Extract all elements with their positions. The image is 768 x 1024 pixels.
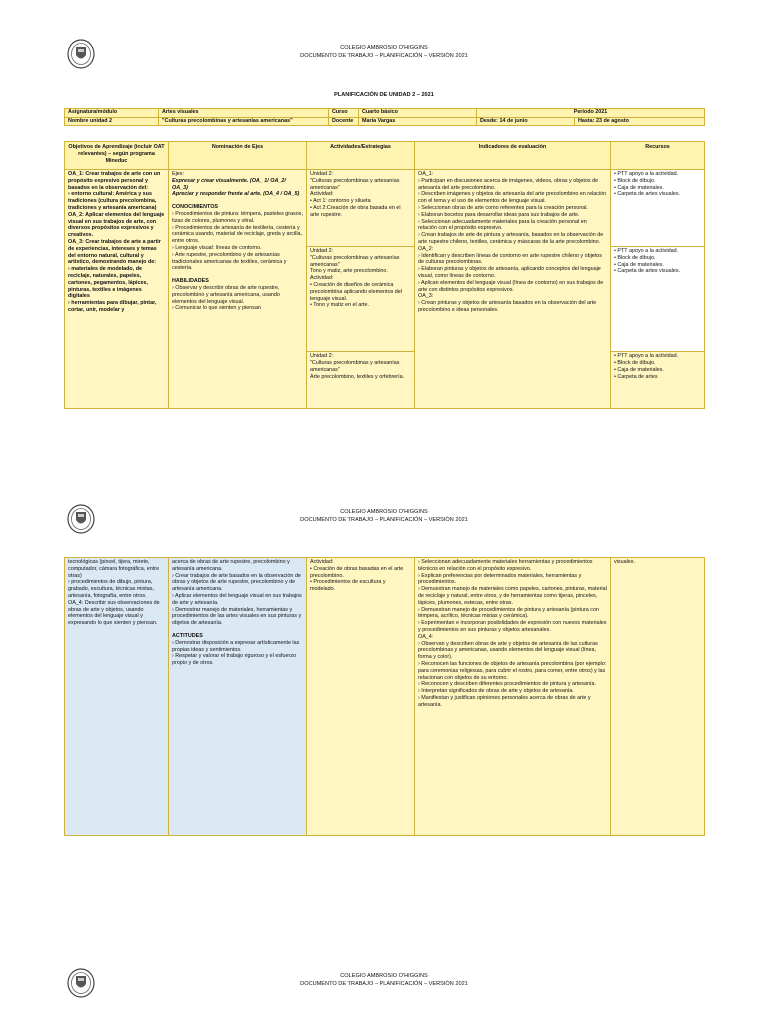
school-name: COLEGIO AMBROSIO O'HIGGINS [340,973,428,979]
nombre-label: Nombre unidad 2 [65,117,159,126]
actividades-cell-3: Unidad 2: "Culturas precolombinas y artesanías americanas" Arte precolombino, textiles y orfebrería. [307,352,415,409]
indicadores-cell-p2: › Seleccionan adecuadamente materiales herramientas y procedimientos técnicos en relación con el propósito expresivo. › Explican preferencias por determinados materiales, herramientas y procedimientos. › Demuestran manejo de materiales como papeles, cartones, pinturas, material de reciclaje y natural, entre otros, y de herramientas como tijeras, pinceles, lápices, plumones, estecas, entre otras. › Demuestran manejo de procedimientos de pintura y artesanía (pintura con témpera, acrílico, técnicas mixtas y cerámica). › Experimentan e incorporan posibilidades de expresión con nuevos materiales y procedimientos en sus pinturas y objetos artesanales. OA_4: › Observan y describen obras de arte y objetos de artesanía de las culturas precolombinas y americanas, usando elementos del lenguaje visual (línea, forma y color). › Reconocen las funciones de objetos de artesanía precolombina (por ejemplo: para ceremonias religiosas, para cubrir el rostro, para comer, entre otros) y las relacionan con objetos de su entorno. › Reconocen y describen diferentes procedimientos de pintura y artesanía. › Interpretan significados de obras de arte y objetos de artesanía. › Manifiestan y justifican opiniones personales acerca de obras de arte y artesanía. [415,558,611,836]
page-header [150,44,618,60]
desde: Desde: 14 de junio [477,117,575,126]
info-table [64,108,705,126]
ejes-title: Ejes: [172,171,184,177]
col-recursos: Recursos [611,142,705,170]
col-ejes: Nominación de Ejes [169,142,307,170]
recursos-cell-2: • PTT apoyo a la actividad. • Block de dibujo. • Caja de materiales. • Carpeta de artes visuales. [611,246,705,351]
actividades-cell-1: Unidad 2: "Culturas precolombinas y artesanías americanas" Actividad: • Act 1: contorno y silueta • Act 2:Creación de obra basada en el arte rupestre. [307,170,415,247]
conocimientos-title: CONOCIMIENTOS [172,204,219,211]
col-objetivos: Objetivos de Aprendizaje (incluir OAT relevantes) – según programa Mineduc [65,142,169,170]
planning-table-page2 [64,557,705,836]
school-crest-icon [66,38,96,70]
recursos-cell-p2: visuales. [611,558,705,836]
habilidades-title: HABILIDADES [172,278,209,285]
recursos-cell-3: • PTT apoyo a la actividad. • Block de dibujo. • Caja de materiales. • Carpeta de artes [611,352,705,409]
actitudes-text: › Demostrar disposición a expresar artísticamente las propias ideas y sentimientos. › Respetar y valorar el trabajo riguroso y el esfuerzo propio y de otros. [172,639,300,667]
col-indicadores: Indicadores de evaluación [415,142,611,170]
school-logo [66,967,96,999]
recursos-cell-1: • PTT apoyo a la actividad. • Block de dibujo. • Caja de materiales. • Carpeta de artes visuales. [611,170,705,247]
ejes-cell-p2: acerca de obras de arte rupestre, precolombino y artesanía americana. › Crear trabajos de arte basados en la observación de obras y objetos de arte rupestre, precolombino y de artesanía americana. › Aplicar elementos del lenguaje visual en sus trabajos de arte y artesanía. › Demostrar manejo de materiales, herramientas y procedimientos de las artes visuales en sus pinturas y objetos de artesanía. ACTITUDES › Demostrar disposición a expresar artísticamente las propias ideas y sentimientos. › Respetar y valorar el trabajo riguroso y el esfuerzo propio y de otros. [169,558,307,836]
conocimientos-text: › Procedimientos de pintura: témpera, pasteles grasos, tizas de colores, plumones y vitral. › Procedimientos de artesanía de textilería, cestería y cerámica usando, material de reciclaje, greda y arcilla, entre otros. › Lenguaje visual: líneas de contorno. › Arte rupestre, precolombino y de artesanías tradicionales americanas de textiles, cerámica y cestería. [172,210,303,272]
indicadores-cell: OA_1: › Participan en discusiones acerca de imágenes, videos, obras y objetos de artesanía del arte precolombino. › Describen imágenes y objetos de artesanía del arte precolombino en relación con el tema y el uso de elementos de lenguaje visual. › Seleccionan obras de arte como referentes para la creación personal. › Elaboran bocetos para desarrollar ideas para sus trabajos de arte. › Seleccionan adecuadamente materiales para la creación personal en relación con el propósito expresivo. › Crean trabajos de arte de pintura y artesanía, basados en la observación de arte rupestre chileno, textiles, cerámica y máscaras de la arte precolombino. OA_2: › Identifican y describen líneas de contorno en arte rupestre chileno y objetos de culturas precolombinas. › Elaboran pinturas y objetos de artesanía, aplicando conceptos del lenguaje visual, como líneas de contorno. › Aplican elementos del lenguaje visual (línea de contorno) en sus trabajos de arte con distintos propósitos expresivos. OA_3: › Crean pinturas y objetos de artesanía basados en la observación del arte precolombino e ideas personales. [415,170,611,409]
asignatura-label: Asignatura/módulo [65,109,159,118]
periodo: Período 2021 [477,109,705,118]
curso-label: Curso [329,109,359,118]
curso-value: Cuarto básico [359,109,477,118]
document-label: DOCUMENTO DE TRABAJO – PLANIFICACIÓN – VERSIÓN 2021 [300,981,468,987]
actividades-cell-2: Unidad 2: "Culturas precolombinas y artesanías americanas" Tono y matiz, arte precolombino. Actividad: • Creación de diseños de cerámica precolombina aplicando elementos del lenguaje visual. • Tono y matiz en el arte. [307,246,415,351]
objetivos-cell: OA_1: Crear trabajos de arte con un propósito expresivo personal y basados en la observación del: › entorno cultural: América y sus tradiciones (cultura precolombina, tradiciones y artesanía americana) OA_2: Aplicar elementos del lenguaje visual en sus trabajos de arte, con diversos propósitos expresivos y creativos. OA_3: Crear trabajos de arte a partir de experiencias, intereses y temas del entorno natural, cultural y artístico, demostrando manejo de: › materiales de modelado, de reciclaje, naturales, papeles, cartones, pegamentos, lápices, pinturas, textiles e imágenes digitales › herramientas para dibujar, pintar, cortar, unir, modelar y [65,170,169,409]
actividades-cell-p2: Actividad: • Creación de obras basadas en el arte precolombino. • Procedimientos de escultura y modelado. [307,558,415,836]
ejes-line1: Expresar y crear visualmente. (OA_ 1/ OA_2/ OA_3) [172,177,286,191]
document-label: DOCUMENTO DE TRABAJO – PLANIFICACIÓN – VERSIÓN 2021 [300,53,468,59]
school-name: COLEGIO AMBROSIO O'HIGGINS [340,45,428,51]
actitudes-title: ACTITUDES [172,632,203,639]
school-crest-icon [66,503,96,535]
page-header [150,508,618,524]
asignatura-value: Artes visuales [159,109,329,118]
col-actividades: Actividades/Estrategias [307,142,415,170]
ejes-cell [169,170,307,409]
ejes-line2: Apreciar y responder frente al arte. (OA_4 / OA_5) [172,191,300,198]
school-logo [66,503,96,535]
nombre-value: "Culturas precolombinas y artesanías americanas" [159,117,329,126]
habilidades-text: › Observar y describir obras de arte rupestre, precolombino y artesanía americana, usando elementos del lenguaje visual. › Comunicar lo que sienten y piensan [172,284,280,312]
page-header [150,972,618,988]
objetivos-cell-p2: tecnológicas (pincel, tijera, mirete, computador, cámara fotográfica, entre otras) › procedimientos de dibujo, pintura, grabado, escultura, técnicas mixtas, artesanía, fotografía, entre otros. OA_4: Describir sus observaciones de obras de arte y objetos, usando elementos del lenguaje visual y expresando lo que sienten y piensan. [65,558,169,836]
school-logo [66,38,96,70]
school-name: COLEGIO AMBROSIO O'HIGGINS [340,509,428,515]
planning-table-page1 [64,141,705,409]
docente-label: Docente [329,117,359,126]
document-label: DOCUMENTO DE TRABAJO – PLANIFICACIÓN – VERSIÓN 2021 [300,517,468,523]
plan-title: PLANIFICACIÓN DE UNIDAD 2 – 2021 [334,92,434,98]
docente-value: María Vargas [359,117,477,126]
hasta: Hasta: 23 de agosto [575,117,705,126]
school-crest-icon [66,967,96,999]
